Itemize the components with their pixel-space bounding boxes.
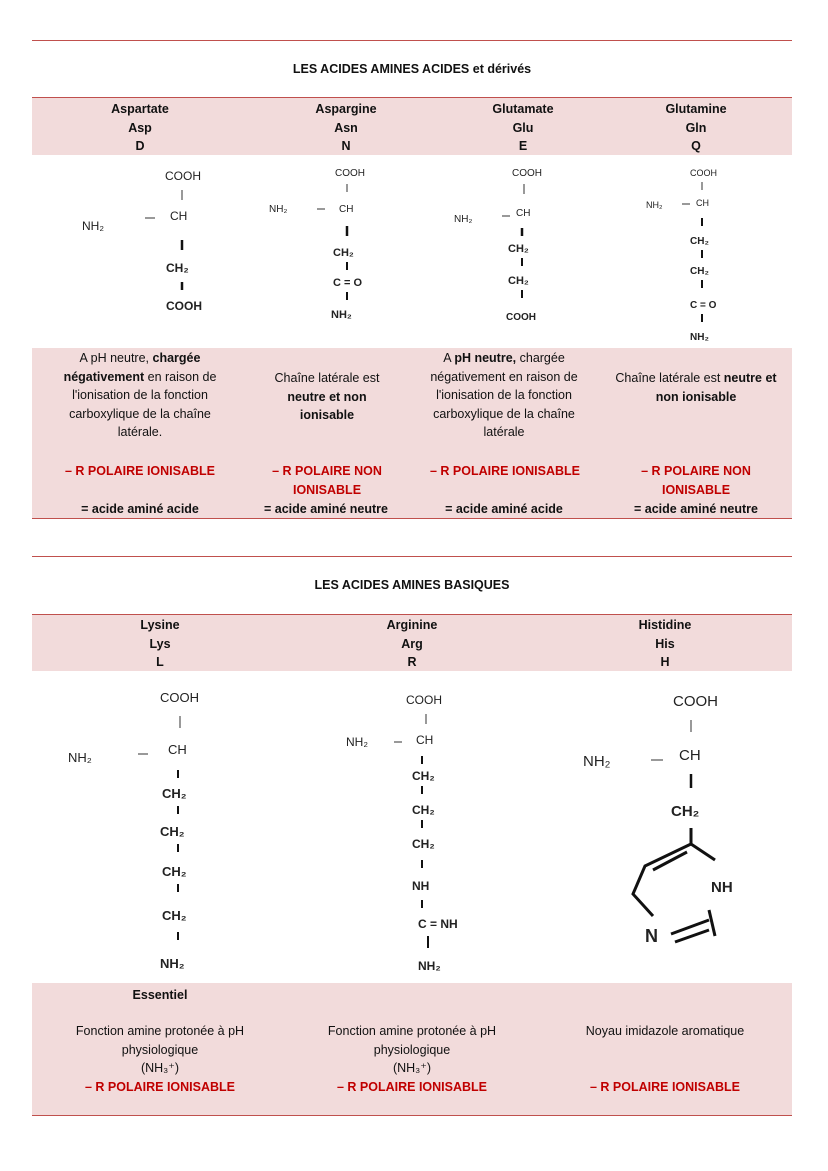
svg-text:C = O: C = O [333,277,363,289]
svg-text:C = NH: C = NH [418,917,458,931]
svg-text:CH: CH [696,198,709,208]
svg-text:NH₂: NH₂ [583,753,611,770]
desc-his: Noyau imidazole aromatique [585,1024,745,1038]
class-asp: = acide aminé acide [81,502,199,516]
svg-text:NH₂: NH₂ [346,735,368,749]
svg-text:CH₂: CH₂ [690,236,709,247]
svg-text:NH₂: NH₂ [690,332,709,343]
svg-text:C = O: C = O [690,300,717,311]
svg-text:NH₂: NH₂ [269,204,288,215]
category-gln: – R POLAIRE NON IONISABLE [641,464,751,497]
acid-header-asn: Aspargine Asn N [315,102,377,153]
svg-text:CH₂: CH₂ [166,261,189,275]
desc-gln: Chaîne latérale est neutre et non ionisable [615,371,777,404]
svg-text:NH₂: NH₂ [160,956,185,971]
svg-text:CH₂: CH₂ [162,786,187,801]
svg-text:COOH: COOH [165,169,201,183]
class-glu: = acide aminé acide [445,502,563,516]
svg-text:CH₂: CH₂ [162,908,187,923]
svg-text:NH₂: NH₂ [418,959,441,973]
svg-text:NH₂: NH₂ [68,750,92,765]
basic-header-his: Histidine His H [638,618,692,669]
asparagine-structure [265,160,435,325]
basic-header-arg: Arginine Arg R [386,618,438,669]
category-asp: – R POLAIRE IONISABLE [64,464,216,478]
basic-bottom-rule [32,1115,792,1116]
svg-text:NH₂: NH₂ [82,219,104,233]
basic-section-title: LES ACIDES AMINES BASIQUES [314,578,510,592]
svg-text:CH: CH [516,208,531,219]
category-glu: – R POLAIRE IONISABLE [429,464,581,478]
lysine-structure [60,680,250,980]
svg-text:CH: CH [416,733,434,747]
svg-text:CH₂: CH₂ [508,243,529,255]
top-rule [32,40,792,41]
svg-text:CH₂: CH₂ [162,864,187,879]
svg-text:CH₂: CH₂ [412,803,435,817]
glutamine-structure [640,160,770,345]
svg-text:CH: CH [168,742,187,757]
svg-text:NH₂: NH₂ [454,214,473,225]
category-arg: – R POLAIRE IONISABLE [336,1080,488,1094]
acid-header-glu: Glutamate Glu E [492,102,554,153]
svg-text:COOH: COOH [512,168,542,179]
svg-text:COOH: COOH [506,312,536,323]
category-asn: – R POLAIRE NON IONISABLE [272,464,382,497]
basic-header-lys: Lysine Lys L [140,618,180,669]
svg-text:CH₂: CH₂ [160,824,185,839]
acid-section-title: LES ACIDES AMINES ACIDES et dérivés [292,62,532,76]
svg-text:NH: NH [412,879,430,893]
desc-asp: A pH neutre, chargée négativement en raison de l'ionisation de la fonction carboxylique de la chaîne latérale. [63,351,217,439]
aspartate-structure [60,160,250,320]
desc-asn: Chaîne latérale est neutre et non ionisable [274,371,380,422]
arginine-structure [340,680,510,980]
essential-note: Essentiel [132,988,188,1002]
svg-text:CH₂: CH₂ [412,769,435,783]
acid-header-gln: Glutamine Gln Q [665,102,727,153]
svg-text:CH: CH [679,747,701,764]
svg-text:CH₂: CH₂ [690,266,709,277]
svg-text:COOH: COOH [166,299,202,313]
svg-text:COOH: COOH [406,693,442,707]
histidine-structure [575,680,765,960]
svg-text:CH: CH [339,204,354,215]
class-asn: = acide aminé neutre [263,502,388,516]
svg-text:NH₂: NH₂ [331,309,352,321]
svg-text:NH₂: NH₂ [646,200,663,210]
svg-text:CH: CH [170,209,188,223]
desc-arg: Fonction amine protonée à pH physiologique (NH₃⁺) [327,1024,497,1075]
desc-glu: A pH neutre, chargée négativement en raison de l'ionisation de la fonction carboxylique de la chaîne latérale [430,351,578,439]
svg-text:COOH: COOH [335,168,365,179]
category-his: – R POLAIRE IONISABLE [589,1080,741,1094]
svg-text:COOH: COOH [690,168,717,178]
glutamate-structure [450,160,600,330]
class-gln: = acide aminé neutre [633,502,758,516]
basic-top-rule [32,556,792,557]
svg-text:CH₂: CH₂ [333,247,354,259]
svg-text:CH₂: CH₂ [508,275,529,287]
svg-text:CH₂: CH₂ [412,837,435,851]
desc-lys: Fonction amine protonée à pH physiologique (NH₃⁺) [75,1024,245,1075]
acid-header-asp: Aspartate Asp D [111,102,169,153]
svg-text:COOH: COOH [673,693,718,710]
svg-text:COOH: COOH [160,690,199,705]
svg-text:CH₂: CH₂ [671,803,700,820]
svg-text:NH: NH [711,879,733,896]
category-lys: – R POLAIRE IONISABLE [84,1080,236,1094]
svg-text:N: N [645,926,658,946]
